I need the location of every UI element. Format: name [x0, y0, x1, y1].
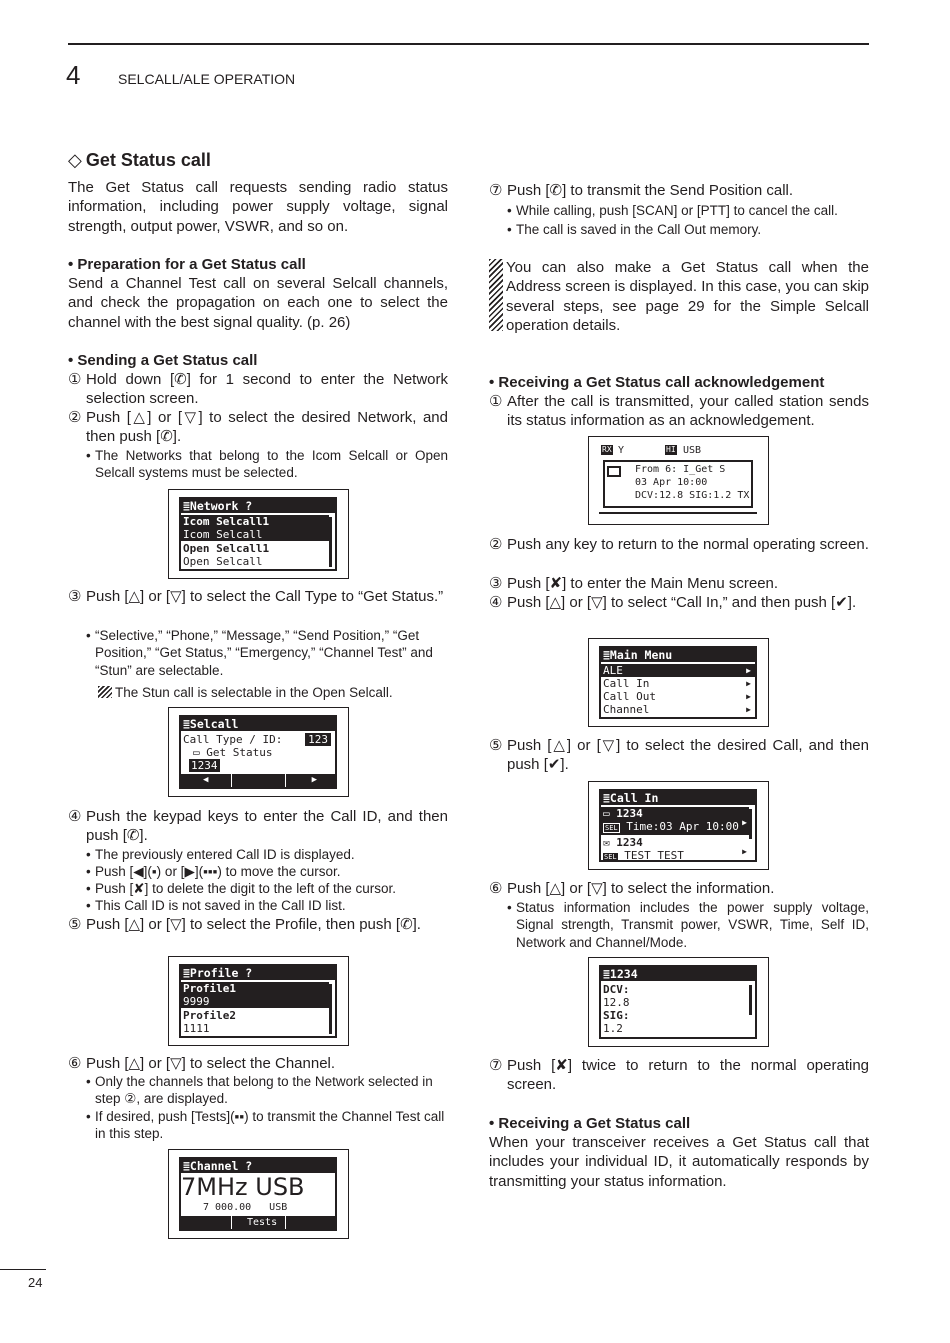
prep-text: Send a Channel Test call on several Selcall channels, and check the propagation on each one to select the channel with the best signal quality. (p. 26) — [68, 275, 448, 331]
address-note: You can also make a Get Status call when the Address screen is displayed. In this case, you can skip several steps, see page 29 for the Simple Selcall operation details. — [506, 259, 869, 334]
step-1: ① Hold down [✆] for 1 second to enter the Network selection screen. — [68, 371, 448, 408]
ack-step-4: ④ Push [△] or [▽] to select “Call In,” and then push [✔]. — [489, 594, 857, 611]
lcd-title: ≣Main Menu — [601, 648, 755, 662]
ack-dialog — [603, 460, 753, 508]
lcd-menu-screen — [599, 646, 757, 719]
frequency-detail: 7 000.00 USB — [203, 1202, 288, 1213]
intro-text: The Get Status call requests sending radio status information, including power supply voltage, signal strength, output power, VSWR, and so on. — [68, 179, 448, 235]
left-arrow-icon: ◀ — [203, 775, 209, 785]
step-7-note-1: • While calling, push [SCAN] or [PTT] to cancel the call. — [507, 203, 838, 218]
recv-ack-heading: • Receiving a Get Status call acknowledgement — [489, 374, 825, 391]
step-3: ③ Push [△] or [▽] to select the Call Type to “Get Status.” — [68, 588, 444, 605]
menu-item-call-in: Call In ▶ — [603, 677, 751, 690]
tests-softkey: Tests — [247, 1217, 278, 1228]
lcd-title: ≣Profile ? — [181, 966, 335, 980]
step-7-note-2: • The call is saved in the Call Out memory. — [507, 222, 762, 237]
lcd-title: ≣Channel ? — [181, 1159, 335, 1173]
profile-item-2-sub: 1111 — [183, 1022, 210, 1035]
ack-step-3: ③ Push [✘] to enter the Main Menu screen. — [489, 575, 779, 592]
lcd-title: ≣1234 — [601, 967, 755, 981]
rx-indicator: RX — [602, 445, 612, 454]
step-2-note: • The Networks that belong to the Icom Selcall or Open Selcall systems must be selected. — [86, 448, 448, 481]
lcd-title: ≣Selcall — [181, 717, 335, 731]
softkey-bar — [599, 512, 757, 517]
computer-icon — [607, 466, 621, 477]
ack-step-6-note: • Status information includes the power supply voltage, Signal strength, Transmit power, VSWR, Time, Self ID, Network and Channel/Mode. — [507, 900, 869, 950]
lcd-title: ≣Network ? — [181, 499, 335, 513]
menu-item-channel: Channel ▶ — [603, 703, 751, 716]
softkey-bar — [181, 1216, 335, 1229]
call-entry-1: ▭ 1234 — [603, 807, 643, 820]
dcv-value: 12.8 — [603, 996, 630, 1009]
step-2: ② Push [△] or [▽] to select the desired Network, and then push [✆]. — [68, 409, 448, 446]
scrollbar — [329, 984, 332, 1034]
menu-item-call-out: Call Out ▶ — [603, 690, 751, 703]
recv-text: When your transceiver receives a Get Status call that includes your individual ID, it automatically responds by transmitting your status information. — [489, 1134, 869, 1190]
diamond-icon: ◇ — [68, 150, 82, 170]
header-rule — [68, 43, 869, 45]
call-type-label: Call Type / ID: 123 — [181, 733, 335, 746]
recv-heading: • Receiving a Get Status call — [489, 1115, 691, 1132]
page-number: 24 — [28, 1275, 43, 1290]
ack-info: From 6: I_Get S 03 Apr 10:00 DCV:12.8 SIG:1.2 TX — [635, 464, 750, 501]
ack-step-2: ② Push any key to return to the normal operating screen. — [489, 536, 869, 553]
footer-rule — [0, 1269, 46, 1270]
ack-step-1: ① After the call is transmitted, your called station sends its status information as an acknowledgement. — [489, 393, 869, 430]
lcd-callin-screen: ≣Call In ▭ 1234 SEL Time:03 Apr 10:00 ▶ ✉ 1234 SEL TEST TEST ▶ — [599, 789, 757, 862]
step-6: ⑥ Push [△] or [▽] to select the Channel. — [68, 1055, 336, 1072]
power-indicator: HI — [666, 445, 676, 454]
lcd-network-screen — [179, 497, 337, 571]
send-heading: • Sending a Get Status call — [68, 352, 258, 369]
step-3-note: • “Selective,” “Phone,” “Message,” “Send Position,” “Get Position,” “Get Status,” “Emergency,” “Channel Test” and “Stun” are selectable. — [86, 628, 433, 678]
call-entry-2: ✉ 1234 — [603, 836, 643, 849]
right-arrow-icon: ▶ — [311, 775, 317, 785]
section-title: ◇ Get Status call — [68, 150, 211, 170]
softkey-bar — [181, 774, 335, 787]
note-icon — [98, 686, 112, 698]
call-type-value: ▭ Get Status — [193, 746, 273, 759]
antenna-icon: Y — [618, 445, 625, 456]
scrollbar — [329, 517, 332, 567]
step-5: ⑤ Push [△] or [▽] to select the Profile, then push [✆]. — [68, 916, 421, 933]
step-4-note-1: • The previously entered Call ID is displayed. — [86, 847, 355, 862]
status-bar — [599, 444, 757, 458]
lcd-selcall-screen — [179, 715, 337, 789]
step-4: ④ Push the keypad keys to enter the Call ID, and then push [✆]. — [68, 808, 448, 845]
ack-step-7: ⑦ Push [✘] twice to return to the normal operating screen. — [489, 1057, 869, 1094]
computer-icon: ▭ — [193, 746, 207, 759]
profile-item-2: Profile2 — [183, 1009, 236, 1022]
step-7: ⑦ Push [✆] to transmit the Send Position call. — [489, 182, 794, 199]
frequency-display: 7MHz USB — [181, 1173, 305, 1201]
stun-note: The Stun call is selectable in the Open Selcall. — [98, 684, 448, 701]
step-6-note-1: • Only the channels that belong to the Network selected in step ②, are displayed. — [86, 1074, 433, 1107]
network-item-2-sub: Open Selcall — [183, 555, 263, 568]
chapter-title: SELCALL/ALE OPERATION — [118, 71, 296, 87]
lcd-ack-screen — [599, 444, 757, 517]
lcd-info-screen — [599, 965, 757, 1039]
step-4-note-2: • Push [◀](▪) or [▶](▪▪▪) to move the cursor. — [86, 864, 341, 879]
lcd-channel-screen — [179, 1157, 337, 1231]
sig-value: 1.2 — [603, 1022, 623, 1035]
scrollbar — [749, 985, 752, 1015]
note-icon — [489, 259, 503, 331]
call-id-field: 1234 — [191, 759, 218, 772]
ack-step-5: ⑤ Push [△] or [▽] to select the desired Call, and then push [✔]. — [489, 737, 869, 774]
prep-heading: • Preparation for a Get Status call — [68, 256, 306, 273]
sig-label: SIG: — [603, 1009, 630, 1022]
network-item-1-sub: Icom Selcall — [183, 528, 263, 541]
envelope-icon: ✉ — [603, 836, 617, 849]
chapter-number: 4 — [66, 60, 81, 90]
ack-step-6: ⑥ Push [△] or [▽] to select the information. — [489, 880, 775, 897]
step-4-note-3: • Push [✘] to delete the digit to the left of the cursor. — [86, 881, 396, 896]
scrollbar — [749, 809, 752, 839]
lcd-profile-screen — [179, 964, 337, 1038]
mode-indicator: USB — [683, 445, 702, 456]
id-badge: 123 — [305, 733, 331, 746]
menu-item-ale: ALE ▶ — [601, 664, 755, 677]
profile-item-1: Profile1 — [183, 982, 236, 995]
computer-icon: ▭ — [603, 807, 617, 820]
profile-item-1-sub: 9999 — [183, 995, 210, 1008]
lcd-title: ≣Call In — [601, 791, 755, 805]
call-entry-2-msg: SEL TEST TEST — [604, 849, 684, 862]
call-entry-1-time: SEL Time:03 Apr 10:00 — [605, 820, 739, 833]
network-item-2: Open Selcall1 — [183, 542, 270, 555]
network-item-1: Icom Selcall1 — [183, 515, 270, 528]
dcv-label: DCV: — [603, 983, 630, 996]
step-4-note-4: • This Call ID is not saved in the Call ID list. — [86, 898, 346, 913]
step-6-note-2: • If desired, push [Tests](▪▪) to transmit the Channel Test call in this step. — [86, 1109, 445, 1142]
